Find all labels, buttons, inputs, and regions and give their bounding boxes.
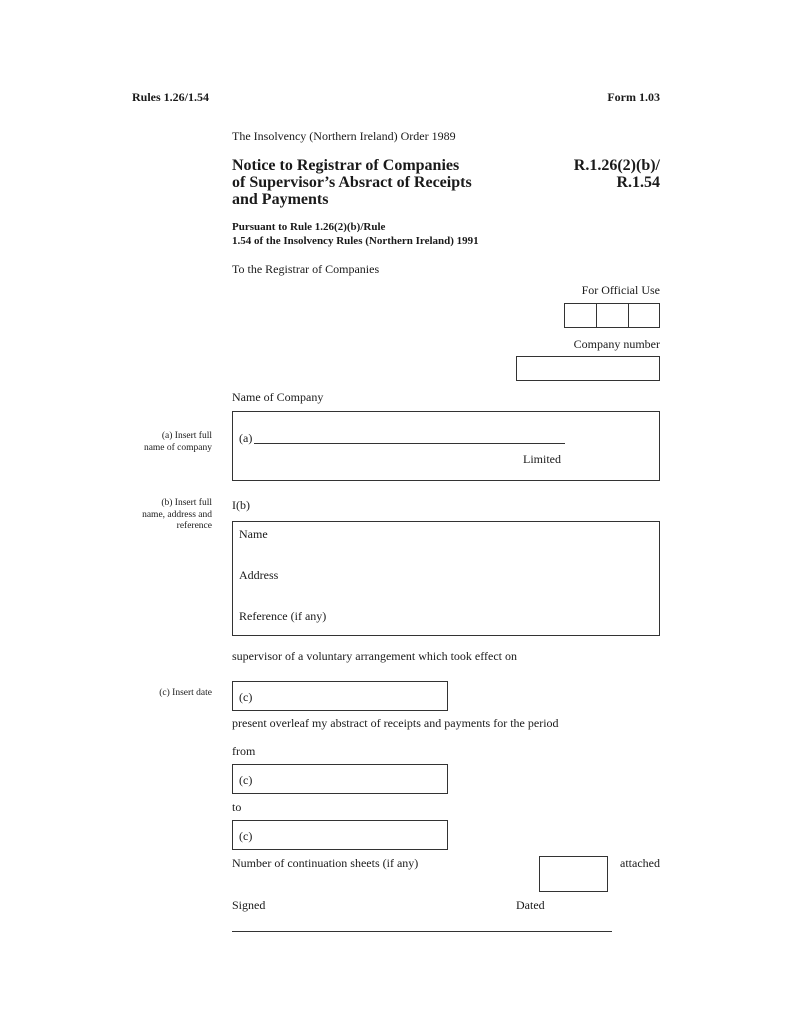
rules-reference: Rules 1.26/1.54 xyxy=(132,90,210,104)
supervisor-statement: supervisor of a voluntary arrangement which took effect on xyxy=(232,649,518,663)
dated-label: Dated xyxy=(516,898,545,912)
signature-line[interactable] xyxy=(232,931,612,932)
effective-date-field[interactable] xyxy=(232,681,448,711)
company-name-line[interactable] xyxy=(254,443,565,444)
official-use-cell-1[interactable] xyxy=(565,304,597,327)
company-number-field[interactable] xyxy=(516,356,660,381)
addressee: To the Registrar of Companies xyxy=(232,262,380,276)
official-use-boxes[interactable] xyxy=(564,303,660,328)
official-use-label: For Official Use xyxy=(581,283,660,297)
address-field-label: Address xyxy=(239,568,279,582)
pursuant-line-2: 1.54 of the Insolvency Rules (Northern Ireland) 1991 xyxy=(232,235,479,247)
signed-label: Signed xyxy=(232,898,266,912)
rule-reference xyxy=(500,157,660,191)
company-name-label: Name of Company xyxy=(232,390,324,404)
company-name-marker: (a) xyxy=(239,431,253,445)
from-date-field[interactable] xyxy=(232,764,448,794)
margin-note-c: (c) Insert date xyxy=(159,688,212,698)
margin-note-b-line-3: reference xyxy=(176,521,212,531)
from-date-marker: (c) xyxy=(239,773,253,787)
rule-reference-line-1: R.1.26(2)(b)/ xyxy=(573,157,660,174)
limited-label: Limited xyxy=(523,452,561,466)
continuation-sheets-label: Number of continuation sheets (if any) xyxy=(232,856,419,870)
name-field-label: Name xyxy=(239,527,268,541)
margin-note-b-line-2: name, address and xyxy=(142,509,212,520)
to-label: to xyxy=(232,800,242,814)
form-number: Form 1.03 xyxy=(607,90,660,104)
pursuant-text xyxy=(232,220,592,248)
title-line-1: Notice to Registrar of Companies xyxy=(232,157,460,174)
reference-field-label: Reference (if any) xyxy=(239,609,327,623)
ib-label: I(b) xyxy=(232,498,250,512)
present-statement: present overleaf my abstract of receipts and payments for the period xyxy=(232,716,559,730)
margin-note-b-line-1: (b) Insert full xyxy=(161,498,212,508)
effective-date-marker: (c) xyxy=(239,690,253,704)
margin-note-a-line-2: name of company xyxy=(143,442,212,453)
supervisor-details-box[interactable] xyxy=(232,521,660,636)
attached-label: attached xyxy=(620,856,660,870)
page-title xyxy=(232,157,532,208)
to-date-marker: (c) xyxy=(239,829,253,843)
to-date-field[interactable] xyxy=(232,820,448,850)
order-title: The Insolvency (Northern Ireland) Order 1989 xyxy=(232,129,456,143)
company-number-label: Company number xyxy=(573,337,660,351)
title-line-2: of Supervisor’s Absract of Receipts xyxy=(232,174,472,191)
margin-note-a-line-1: (a) Insert full xyxy=(161,431,212,441)
title-line-3: and Payments xyxy=(232,191,329,208)
rule-reference-line-2: R.1.54 xyxy=(616,174,660,191)
margin-note-b xyxy=(102,498,212,533)
continuation-sheets-field[interactable] xyxy=(539,856,608,892)
pursuant-line-1: Pursuant to Rule 1.26(2)(b)/Rule xyxy=(232,221,386,233)
margin-note-a xyxy=(102,431,212,454)
official-use-cell-2[interactable] xyxy=(597,304,629,327)
from-label: from xyxy=(232,744,256,758)
company-name-box[interactable] xyxy=(232,411,660,481)
